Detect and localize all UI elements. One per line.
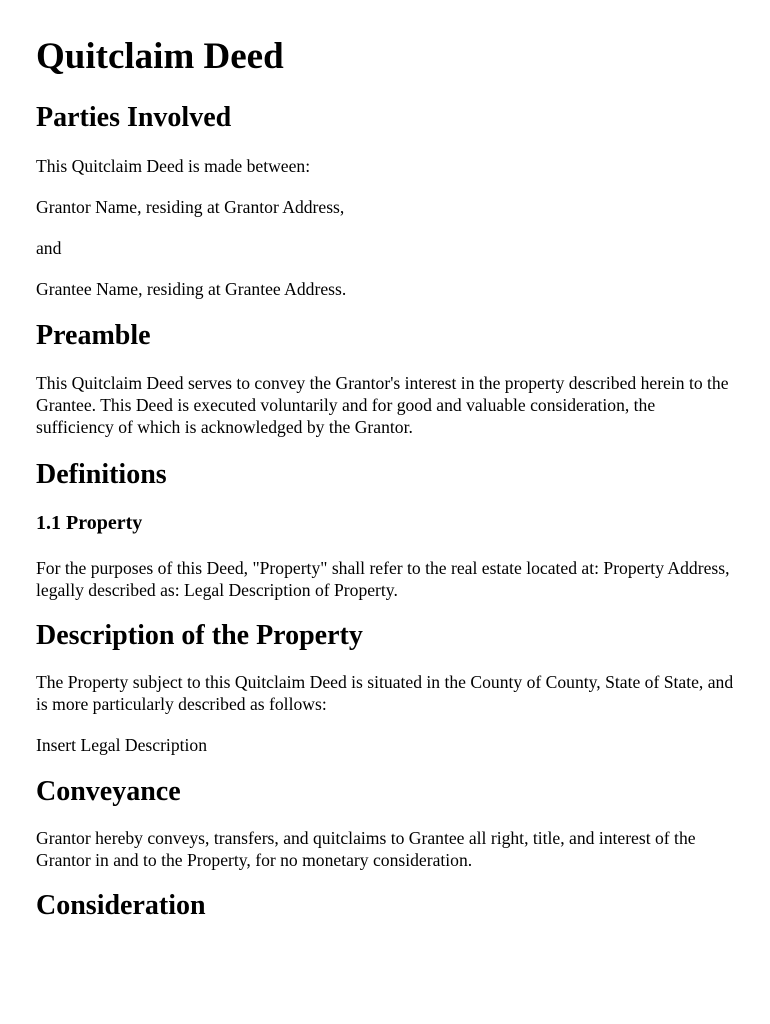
section-heading-conveyance: Conveyance: [36, 776, 181, 807]
legal-description-placeholder: Insert Legal Description: [36, 735, 207, 755]
section-heading-description: Description of the Property: [36, 620, 363, 651]
section-heading-definitions: Definitions: [36, 459, 167, 490]
parties-conjunction: and: [36, 238, 62, 258]
grantee-line: Grantee Name, residing at Grantee Address.: [36, 279, 347, 299]
section-heading-parties: Parties Involved: [36, 102, 232, 133]
grantor-line: Grantor Name, residing at Grantor Address,: [36, 197, 345, 217]
property-definition-text: For the purposes of this Deed, "Property" shall refer to the real estate located at: Property Address, legally described as: Legal Description of Property.: [36, 558, 730, 600]
conveyance-text: Grantor hereby conveys, transfers, and quitclaims to Grantee all right, title, and interest of the Grantor in and to the Property, for no monetary consideration.: [36, 828, 696, 870]
preamble-text: This Quitclaim Deed serves to convey the Grantor's interest in the property described herein to the Grantee. This Deed is executed voluntarily and for good and valuable consideration, the sufficiency of which is acknowledged by the Grantor.: [36, 373, 729, 437]
section-heading-preamble: Preamble: [36, 320, 151, 351]
section-heading-consideration: Consideration: [36, 890, 206, 921]
parties-intro: This Quitclaim Deed is made between:: [36, 156, 311, 176]
document-title: Quitclaim Deed: [36, 36, 284, 77]
description-text: The Property subject to this Quitclaim Deed is situated in the County of County, State of State, and is more particularly described as follows:: [36, 672, 734, 714]
subsection-heading-property: 1.1 Property: [36, 512, 143, 534]
